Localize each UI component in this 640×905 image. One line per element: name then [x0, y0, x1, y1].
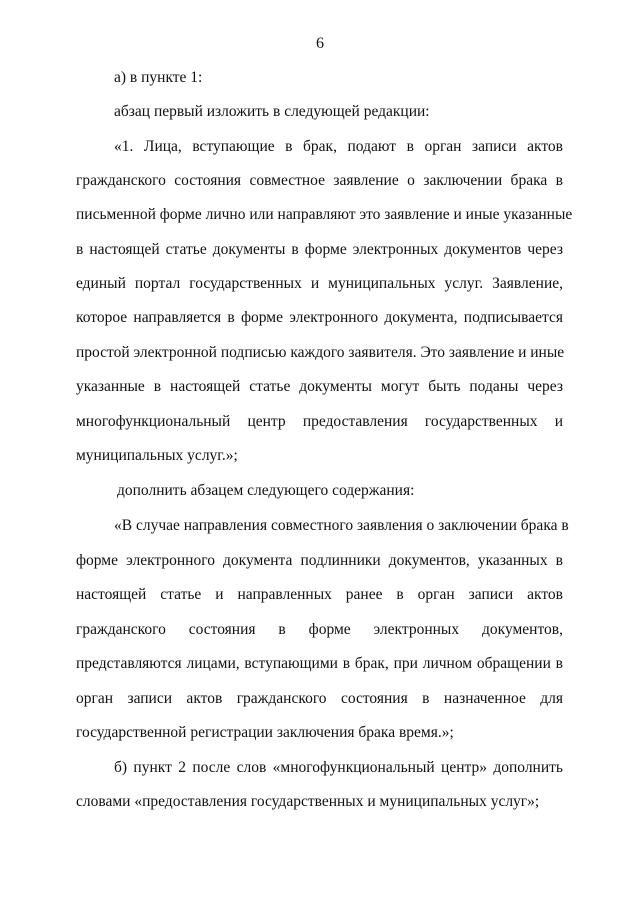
text-line: дополнить абзацем следующего содержания:	[117, 482, 415, 499]
text-line: б) пункт 2 после слов «многофункциональный центр» дополнить	[114, 759, 563, 776]
text-line: которое направляется в форме электронного документа, подписывается	[76, 309, 563, 326]
text-line: многофункциональный центр предоставления государственных и	[76, 413, 563, 430]
text-line: единый портал государственных и муниципальных услуг. Заявление,	[76, 275, 563, 292]
text-line: словами «предоставления государственных и муниципальных услуг»;	[76, 793, 540, 810]
page-number: 6	[316, 35, 324, 52]
text-line: настоящей статье и направленных ранее в орган записи актов	[76, 586, 563, 603]
text-line: абзац первый изложить в следующей редакции:	[114, 103, 430, 120]
text-line: форме электронного документа подлинники документов, указанных в	[76, 552, 563, 569]
text-line: представляются лицами, вступающими в брак, при личном обращении в	[76, 655, 563, 672]
text-line: муниципальных услуг.»;	[76, 447, 238, 464]
text-line: «В случае направления совместного заявления о заключении брака в	[114, 517, 569, 534]
text-line: указанные в настоящей статье документы могут быть поданы через	[76, 378, 563, 395]
text-line: орган записи актов гражданского состояния в назначенное для	[76, 690, 563, 707]
text-line: а) в пункте 1:	[114, 69, 203, 86]
text-line: письменной форме лично или направляют это заявление и иные указанные	[76, 206, 573, 223]
text-line: в настоящей статье документы в форме электронных документов через	[76, 241, 563, 258]
text-line: «1. Лица, вступающие в брак, подают в орган записи актов	[114, 138, 563, 155]
text-line: гражданского состояния совместное заявление о заключении брака в	[76, 172, 563, 189]
text-line: государственной регистрации заключения брака время.»;	[76, 724, 454, 741]
text-line: простой электронной подписью каждого заявителя. Это заявление и иные	[76, 344, 565, 361]
text-line: гражданского состояния в форме электронных документов,	[76, 621, 563, 638]
